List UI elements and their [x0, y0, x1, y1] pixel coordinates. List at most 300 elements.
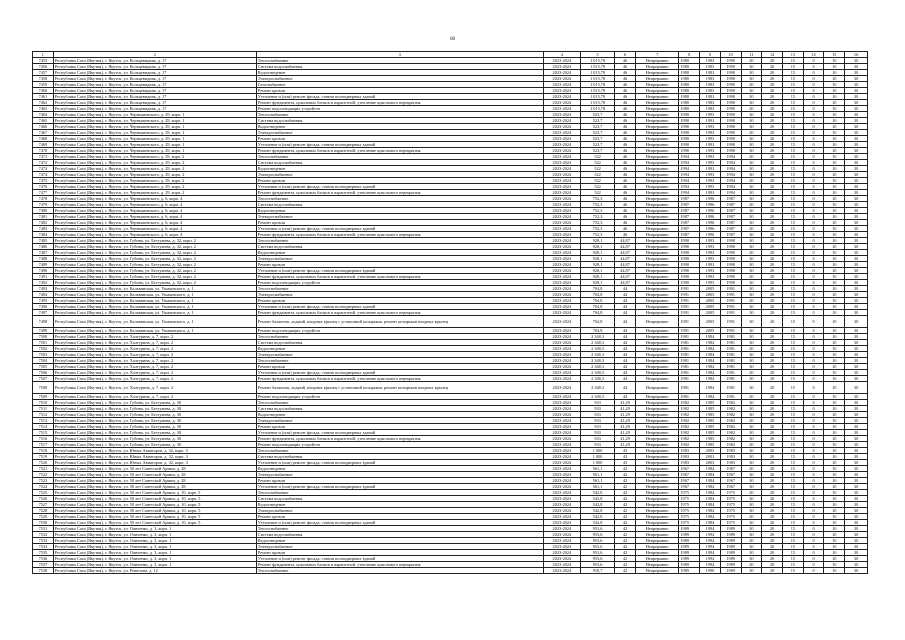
- cell-address: Республика Саха (Якутия), г. Якутск, ул. Халтурина, д. 7, корп. 2: [53, 340, 256, 346]
- cell-period: 2023-2024: [543, 94, 580, 100]
- cell-address: Республика Саха (Якутия), г. Якутск, ул. Кальвинская, ул. Ушаковского, д. 1: [53, 310, 256, 316]
- cell-val-12: 20: [762, 340, 783, 346]
- cell-area: 704,8: [581, 292, 615, 298]
- cell-wear-percent: 41,29: [615, 406, 636, 412]
- cell-val-16: 30: [845, 562, 868, 568]
- cell-val-13: 15: [782, 562, 803, 568]
- cell-val-15: 10: [824, 238, 845, 244]
- cell-year-repair-1: 1984: [700, 466, 721, 472]
- cell-row-number: 7496: [33, 304, 54, 310]
- cell-control-type: Непрерывно: [635, 442, 679, 448]
- cell-val-13: 15: [782, 196, 803, 202]
- cell-val-11: 30: [741, 214, 762, 220]
- cell-val-12: 20: [762, 154, 783, 160]
- cell-address: Республика Саха (Якутия), г. Якутск, ул. Губина, ул. Бестужева, д. 30: [53, 430, 256, 436]
- cell-period: 2023-2024: [543, 406, 580, 412]
- cell-period: 2023-2024: [543, 562, 580, 568]
- cell-work-type: Электроснабжение: [256, 214, 543, 220]
- cell-area: 752,3: [581, 232, 615, 238]
- cell-val-13: 15: [782, 364, 803, 370]
- cell-val-11: 30: [741, 424, 762, 430]
- cell-wear-percent: 46: [615, 106, 636, 112]
- cell-val-15: 10: [824, 160, 845, 166]
- cell-val-15: 10: [824, 214, 845, 220]
- cell-year-built: 1980: [679, 64, 700, 70]
- cell-year-repair-1: 1984: [700, 364, 721, 370]
- cell-address: Республика Саха (Якутия), г. Якутск, ул. Чернышевского, д. 29, корп. 2: [53, 184, 256, 190]
- cell-row-number: 7509: [33, 394, 54, 400]
- cell-row-number: 7498: [33, 316, 54, 328]
- cell-work-type: Теплоснабжение: [256, 196, 543, 202]
- cell-year-repair-1: 1985: [700, 418, 721, 424]
- cell-period: 2023-2024: [543, 160, 580, 166]
- cell-wear-percent: 44: [615, 310, 636, 316]
- cell-year-repair-1: 1993: [700, 124, 721, 130]
- cell-val-14: 0: [803, 496, 824, 502]
- cell-work-type: Теплоснабжение: [256, 334, 543, 340]
- cell-val-11: 30: [741, 310, 762, 316]
- cell-work-type: Система водоснабжения: [256, 118, 543, 124]
- cell-wear-percent: 46: [615, 190, 636, 196]
- cell-val-11: 30: [741, 352, 762, 358]
- cell-period: 2023-2024: [543, 550, 580, 556]
- cell-val-15: 10: [824, 274, 845, 280]
- cell-work-type: Электроснабжение: [256, 76, 543, 82]
- cell-val-11: 30: [741, 406, 762, 412]
- cell-val-15: 10: [824, 328, 845, 334]
- cell-period: 2023-2024: [543, 370, 580, 376]
- cell-year-repair-1: 1984: [700, 352, 721, 358]
- cell-period: 2023-2024: [543, 556, 580, 562]
- cell-work-type: Ремонт кровли: [256, 262, 543, 268]
- cell-year-repair-2: 1990: [720, 100, 741, 106]
- cell-year-repair-2: 1989: [720, 526, 741, 532]
- cell-year-repair-2: 1990: [720, 88, 741, 94]
- cell-period: 2023-2024: [543, 382, 580, 394]
- cell-period: 2023-2024: [543, 118, 580, 124]
- cell-area: 522: [581, 178, 615, 184]
- cell-year-built: 1990: [679, 112, 700, 118]
- cell-year-repair-1: 1994: [700, 562, 721, 568]
- cell-val-15: 10: [824, 112, 845, 118]
- cell-val-11: 30: [741, 226, 762, 232]
- cell-area: 2 348,3: [581, 352, 615, 358]
- cell-period: 2023-2024: [543, 478, 580, 484]
- cell-year-repair-2: 1983: [720, 448, 741, 454]
- cell-val-11: 30: [741, 280, 762, 286]
- cell-period: 2023-2024: [543, 250, 580, 256]
- cell-row-number: 7525: [33, 490, 54, 496]
- cell-val-13: 15: [782, 478, 803, 484]
- cell-val-14: 0: [803, 358, 824, 364]
- cell-address: Республика Саха (Якутия), г. Якутск, ул. Чернышевского, д. 6, корп. 4: [53, 226, 256, 232]
- cell-val-12: 20: [762, 286, 783, 292]
- cell-val-12: 20: [762, 502, 783, 508]
- cell-wear-percent: 46: [615, 214, 636, 220]
- cell-row-number: 7521: [33, 466, 54, 472]
- cell-period: 2023-2024: [543, 76, 580, 82]
- cell-period: 2023-2024: [543, 394, 580, 400]
- cell-control-type: Непрерывно: [635, 538, 679, 544]
- cell-year-built: 1994: [679, 166, 700, 172]
- cell-area: 933: [581, 424, 615, 430]
- cell-row-number: 7504: [33, 358, 54, 364]
- cell-year-repair-1: 1994: [700, 544, 721, 550]
- cell-work-type: Электроснабжение: [256, 508, 543, 514]
- cell-year-repair-1: 1984: [700, 502, 721, 508]
- cell-year-repair-1: 2005: [700, 310, 721, 316]
- cell-address: Республика Саха (Якутия), г. Якутск, ул. Чернышевского, д. 6, корп. 4: [53, 214, 256, 220]
- cell-period: 2023-2024: [543, 226, 580, 232]
- cell-wear-percent: 46: [615, 70, 636, 76]
- cell-work-type: Ремонт водоотводящих устройств: [256, 394, 543, 400]
- cell-work-type: Водоотведение: [256, 346, 543, 352]
- cell-address: Республика Саха (Якутия), г. Якутск, ул. 50 лет Советской Армии, д. 28: [53, 472, 256, 478]
- cell-wear-percent: 42: [615, 490, 636, 496]
- cell-row-number: 7473: [33, 166, 54, 172]
- cell-row-number: 7491: [33, 274, 54, 280]
- cell-val-16: 30: [845, 304, 868, 310]
- cell-wear-percent: 44,87: [615, 256, 636, 262]
- cell-val-16: 30: [845, 538, 868, 544]
- cell-val-11: 30: [741, 142, 762, 148]
- cell-control-type: Непрерывно: [635, 532, 679, 538]
- cell-control-type: Непрерывно: [635, 226, 679, 232]
- cell-address: Республика Саха (Якутия), г. Якутск, ул. Кольцевидная, д. 17: [53, 100, 256, 106]
- cell-area: 1 015,78: [581, 100, 615, 106]
- cell-year-built: 1994: [679, 160, 700, 166]
- cell-address: Республика Саха (Якутия), г. Якутск, ул. Халтурина, д. 7, корп. 2: [53, 346, 256, 352]
- cell-val-13: 15: [782, 118, 803, 124]
- cell-val-12: 20: [762, 568, 783, 574]
- cell-period: 2023-2024: [543, 286, 580, 292]
- cell-control-type: Непрерывно: [635, 106, 679, 112]
- cell-work-type: Утепление и (или) ремонт фасада, ставни полнодверных зданий: [256, 484, 543, 490]
- cell-val-11: 30: [741, 220, 762, 226]
- cell-val-12: 20: [762, 124, 783, 130]
- cell-val-13: 15: [782, 346, 803, 352]
- cell-val-16: 30: [845, 400, 868, 406]
- cell-val-14: 0: [803, 400, 824, 406]
- cell-val-12: 20: [762, 526, 783, 532]
- cell-val-12: 20: [762, 478, 783, 484]
- cell-control-type: Непрерывно: [635, 490, 679, 496]
- cell-val-13: 15: [782, 544, 803, 550]
- cell-val-12: 20: [762, 370, 783, 376]
- cell-area: 953,6: [581, 538, 615, 544]
- cell-val-11: 30: [741, 58, 762, 64]
- cell-val-12: 20: [762, 304, 783, 310]
- cell-address: Республика Саха (Якутия), г. Якутск, ул. Кальвинская, ул. Ушаковского, д. 1: [53, 328, 256, 334]
- cell-val-14: 0: [803, 130, 824, 136]
- cell-period: 2023-2024: [543, 412, 580, 418]
- cell-work-type: Система водоснабжения: [256, 496, 543, 502]
- cell-row-number: 7459: [33, 82, 54, 88]
- cell-address: Республика Саха (Якутия), г. Якутск, ул. 50 лет Советской Армии, д. 10, корп. 5: [53, 490, 256, 496]
- cell-val-16: 30: [845, 154, 868, 160]
- cell-val-15: 10: [824, 76, 845, 82]
- cell-val-12: 20: [762, 214, 783, 220]
- cell-year-built: 1989: [679, 568, 700, 574]
- cell-val-15: 10: [824, 226, 845, 232]
- cell-control-type: Непрерывно: [635, 460, 679, 466]
- cell-val-16: 30: [845, 112, 868, 118]
- cell-val-14: 0: [803, 298, 824, 304]
- cell-work-type: Теплоснабжение: [256, 400, 543, 406]
- cell-address: Республика Саха (Якутия), г. Якутск, ул. Юных Авиаторов, д. 32, корп. 3: [53, 454, 256, 460]
- cell-period: 2023-2024: [543, 340, 580, 346]
- cell-work-type: Водоотведение: [256, 70, 543, 76]
- cell-val-16: 30: [845, 550, 868, 556]
- cell-area: 933: [581, 412, 615, 418]
- cell-val-16: 30: [845, 232, 868, 238]
- cell-val-12: 20: [762, 514, 783, 520]
- cell-val-14: 0: [803, 148, 824, 154]
- cell-work-type: Ремонт фундамента, цокольных блоков и парапетной, утепление цокольного перекрытия: [256, 232, 543, 238]
- cell-val-14: 0: [803, 100, 824, 106]
- cell-val-16: 30: [845, 502, 868, 508]
- cell-year-repair-2: 1981: [720, 352, 741, 358]
- cell-val-14: 0: [803, 172, 824, 178]
- cell-year-repair-2: 1967: [720, 484, 741, 490]
- cell-work-type: Ремонт кровли: [256, 136, 543, 142]
- cell-val-14: 0: [803, 544, 824, 550]
- cell-val-16: 30: [845, 220, 868, 226]
- cell-year-built: 1990: [679, 244, 700, 250]
- cell-val-13: 15: [782, 556, 803, 562]
- cell-row-number: 7483: [33, 226, 54, 232]
- cell-period: 2023-2024: [543, 466, 580, 472]
- cell-work-type: Система водоснабжения: [256, 64, 543, 70]
- cell-row-number: 7478: [33, 196, 54, 202]
- cell-row-number: 7466: [33, 124, 54, 130]
- cell-work-type: Утепление и (или) ремонт фасада, ставни полнодверных зданий: [256, 520, 543, 526]
- cell-year-repair-2: 1991: [720, 298, 741, 304]
- cell-period: 2023-2024: [543, 64, 580, 70]
- cell-control-type: Непрерывно: [635, 172, 679, 178]
- cell-val-16: 30: [845, 256, 868, 262]
- cell-val-12: 20: [762, 484, 783, 490]
- cell-wear-percent: 42: [615, 520, 636, 526]
- cell-year-repair-1: 2005: [700, 304, 721, 310]
- cell-year-built: 1987: [679, 226, 700, 232]
- cell-year-repair-2: 1994: [720, 190, 741, 196]
- cell-year-repair-2: 1981: [720, 364, 741, 370]
- cell-year-repair-1: 1993: [700, 274, 721, 280]
- cell-area: 1 015,78: [581, 106, 615, 112]
- cell-row-number: 7518: [33, 448, 54, 454]
- cell-year-built: 1982: [679, 442, 700, 448]
- cell-val-16: 30: [845, 142, 868, 148]
- cell-year-built: 1980: [679, 82, 700, 88]
- cell-val-16: 30: [845, 280, 868, 286]
- cell-val-16: 30: [845, 64, 868, 70]
- cell-val-15: 10: [824, 520, 845, 526]
- column-number-16: 16: [845, 52, 868, 58]
- cell-year-built: 1991: [679, 316, 700, 328]
- cell-val-15: 10: [824, 190, 845, 196]
- cell-val-13: 15: [782, 256, 803, 262]
- cell-period: 2023-2024: [543, 142, 580, 148]
- cell-area: 523,7: [581, 148, 615, 154]
- cell-year-built: 1990: [679, 238, 700, 244]
- cell-row-number: 7495: [33, 298, 54, 304]
- cell-address: Республика Саха (Якутия), г. Якутск, ул. 50 лет Советской Армии, д. 28: [53, 478, 256, 484]
- cell-val-15: 10: [824, 106, 845, 112]
- cell-row-number: 7458: [33, 76, 54, 82]
- cell-year-repair-2: 1991: [720, 304, 741, 310]
- cell-val-14: 0: [803, 226, 824, 232]
- cell-work-type: Ремонт фундамента, цокольных блоков и парапетной, утепление цокольного перекрытия: [256, 274, 543, 280]
- cell-year-repair-2: 1990: [720, 82, 741, 88]
- cell-year-built: 1991: [679, 298, 700, 304]
- cell-area: 928,1: [581, 268, 615, 274]
- cell-val-14: 0: [803, 328, 824, 334]
- cell-year-repair-2: 1975: [720, 520, 741, 526]
- cell-val-16: 30: [845, 178, 868, 184]
- cell-period: 2023-2024: [543, 358, 580, 364]
- cell-wear-percent: 46: [615, 64, 636, 70]
- cell-wear-percent: 46: [615, 226, 636, 232]
- cell-area: 1 015,78: [581, 94, 615, 100]
- cell-val-11: 30: [741, 340, 762, 346]
- cell-val-11: 30: [741, 502, 762, 508]
- cell-val-12: 20: [762, 394, 783, 400]
- cell-control-type: Непрерывно: [635, 316, 679, 328]
- cell-address: Республика Саха (Якутия), г. Якутск, ул. 50 лет Советской Армии, д. 10, корп. 5: [53, 496, 256, 502]
- cell-period: 2023-2024: [543, 70, 580, 76]
- cell-year-repair-2: 1991: [720, 292, 741, 298]
- cell-val-12: 20: [762, 382, 783, 394]
- cell-val-14: 0: [803, 514, 824, 520]
- cell-val-11: 30: [741, 532, 762, 538]
- cell-work-type: Утепление и (или) ремонт фасада, ставни полнодверных зданий: [256, 94, 543, 100]
- cell-year-repair-1: 1984: [700, 496, 721, 502]
- cell-val-11: 30: [741, 202, 762, 208]
- cell-val-12: 20: [762, 544, 783, 550]
- cell-wear-percent: 42: [615, 484, 636, 490]
- cell-control-type: Непрерывно: [635, 82, 679, 88]
- cell-area: 752,3: [581, 226, 615, 232]
- cell-year-repair-2: 1990: [720, 94, 741, 100]
- cell-control-type: Непрерывно: [635, 448, 679, 454]
- cell-control-type: Непрерывно: [635, 334, 679, 340]
- cell-val-16: 30: [845, 202, 868, 208]
- cell-val-14: 0: [803, 136, 824, 142]
- cell-year-repair-2: 1991: [720, 286, 741, 292]
- cell-control-type: Непрерывно: [635, 340, 679, 346]
- cell-year-repair-1: 1996: [700, 208, 721, 214]
- cell-address: Республика Саха (Якутия), г. Якутск, ул. Юных Авиаторов, д. 32, корп. 3: [53, 448, 256, 454]
- cell-control-type: Непрерывно: [635, 436, 679, 442]
- cell-year-built: 1990: [679, 274, 700, 280]
- cell-val-11: 30: [741, 268, 762, 274]
- cell-val-12: 20: [762, 148, 783, 154]
- cell-control-type: Непрерывно: [635, 310, 679, 316]
- cell-period: 2023-2024: [543, 178, 580, 184]
- cell-control-type: Непрерывно: [635, 406, 679, 412]
- cell-val-15: 10: [824, 130, 845, 136]
- cell-val-11: 30: [741, 292, 762, 298]
- cell-year-repair-1: 1984: [700, 478, 721, 484]
- cell-val-15: 10: [824, 466, 845, 472]
- cell-wear-percent: 46: [615, 100, 636, 106]
- cell-wear-percent: 42: [615, 514, 636, 520]
- cell-period: 2023-2024: [543, 106, 580, 112]
- cell-period: 2023-2024: [543, 82, 580, 88]
- cell-year-repair-1: 1994: [700, 550, 721, 556]
- cell-val-15: 10: [824, 382, 845, 394]
- cell-area: 523,7: [581, 142, 615, 148]
- cell-val-11: 30: [741, 286, 762, 292]
- cell-year-repair-2: 1990: [720, 148, 741, 154]
- repair-schedule-table: [32, 51, 868, 574]
- cell-area: 2 348,3: [581, 394, 615, 400]
- cell-val-12: 20: [762, 166, 783, 172]
- cell-period: 2023-2024: [543, 538, 580, 544]
- cell-control-type: Непрерывно: [635, 142, 679, 148]
- cell-val-13: 15: [782, 508, 803, 514]
- cell-area: 933: [581, 442, 615, 448]
- cell-year-repair-1: 1984: [700, 376, 721, 382]
- cell-year-built: 1990: [679, 280, 700, 286]
- cell-val-16: 30: [845, 406, 868, 412]
- cell-period: 2023-2024: [543, 238, 580, 244]
- cell-val-15: 10: [824, 556, 845, 562]
- cell-work-type: Утепление и (или) ремонт фасада, ставни полнодверных зданий: [256, 226, 543, 232]
- cell-val-12: 20: [762, 190, 783, 196]
- cell-period: 2023-2024: [543, 268, 580, 274]
- cell-period: 2023-2024: [543, 310, 580, 316]
- cell-year-repair-1: 1984: [700, 334, 721, 340]
- cell-wear-percent: 46: [615, 148, 636, 154]
- cell-control-type: Непрерывно: [635, 364, 679, 370]
- cell-address: Республика Саха (Якутия), г. Якутск, ул. Очиченко, д. 3, корп. 1: [53, 550, 256, 556]
- cell-val-16: 30: [845, 160, 868, 166]
- cell-val-12: 20: [762, 226, 783, 232]
- cell-val-12: 20: [762, 412, 783, 418]
- cell-val-14: 0: [803, 178, 824, 184]
- cell-area: 704,8: [581, 310, 615, 316]
- cell-year-built: 1981: [679, 346, 700, 352]
- cell-address: Республика Саха (Якутия), г. Якутск, ул. Чернышевского, д. 29, корп. 2: [53, 172, 256, 178]
- cell-year-repair-2: 1982: [720, 418, 741, 424]
- cell-val-13: 15: [782, 496, 803, 502]
- cell-work-type: Ремонт фундамента, цокольных блоков и парапетной, утепление цокольного перекрытия: [256, 562, 543, 568]
- cell-val-14: 0: [803, 520, 824, 526]
- cell-val-16: 30: [845, 244, 868, 250]
- cell-year-repair-2: 1990: [720, 268, 741, 274]
- cell-val-15: 10: [824, 562, 845, 568]
- cell-val-11: 30: [741, 208, 762, 214]
- column-number-4: 4: [543, 52, 580, 58]
- cell-area: 928,1: [581, 262, 615, 268]
- cell-period: 2023-2024: [543, 148, 580, 154]
- cell-val-13: 15: [782, 76, 803, 82]
- cell-val-11: 30: [741, 256, 762, 262]
- cell-val-11: 30: [741, 88, 762, 94]
- cell-year-repair-2: 1975: [720, 514, 741, 520]
- cell-row-number: 7480: [33, 208, 54, 214]
- cell-year-built: 1975: [679, 520, 700, 526]
- cell-year-repair-1: 2005: [700, 286, 721, 292]
- cell-year-built: 1980: [679, 58, 700, 64]
- cell-val-16: 30: [845, 70, 868, 76]
- cell-address: Республика Саха (Якутия), г. Якутск, ул. Губина, ул. Бестужева, д. 30: [53, 424, 256, 430]
- cell-val-11: 30: [741, 64, 762, 70]
- cell-year-built: 1989: [679, 526, 700, 532]
- cell-val-15: 10: [824, 232, 845, 238]
